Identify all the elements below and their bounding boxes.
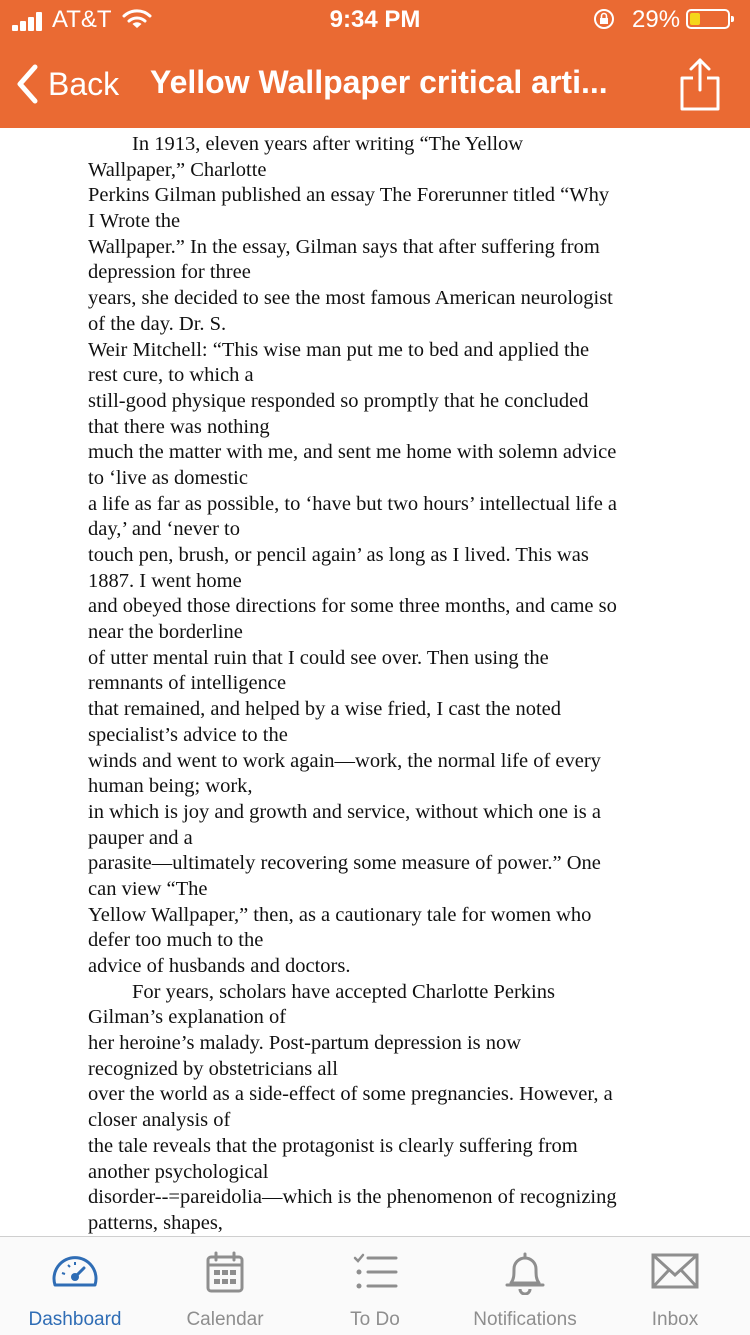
bell-icon	[504, 1251, 546, 1295]
dashboard-gauge-icon	[50, 1251, 100, 1291]
orientation-lock-icon	[593, 8, 615, 30]
article-line: remnants of intelligence	[88, 672, 287, 695]
article-line: much the matter with me, and sent me home with solemn advice	[88, 441, 617, 464]
tab-inbox-label: Inbox	[651, 1309, 699, 1330]
tab-bar	[0, 1236, 750, 1335]
clock: 9:34 PM	[329, 6, 421, 33]
article-text	[88, 132, 668, 1236]
status-bar	[0, 0, 750, 40]
envelope-icon	[650, 1251, 700, 1291]
tab-inbox[interactable]	[600, 1237, 750, 1335]
article-line: and obeyed those directions for some three months, and came so	[88, 595, 617, 618]
article-line: years, she decided to see the most famous American neurologist	[88, 287, 613, 310]
article-line: depression for three	[88, 261, 251, 284]
article-line: disorder--=pareidolia—which is the phenomenon of recognizing	[88, 1186, 617, 1209]
article-line: Wallpaper.” In the essay, Gilman says that after suffering from	[88, 235, 600, 258]
share-icon[interactable]	[678, 56, 722, 112]
back-label: Back	[48, 65, 120, 102]
article-line: parasite—ultimately recovering some measure of power.” One	[88, 852, 601, 875]
article-line: another psychological	[88, 1160, 269, 1183]
article-line: 1887. I went home	[88, 569, 242, 592]
article-line: advice of husbands and doctors.	[88, 955, 351, 977]
carrier-name: AT&T	[52, 6, 112, 33]
battery-icon	[686, 9, 730, 29]
article-line: the tale reveals that the protagonist is clearly suffering from	[88, 1134, 578, 1157]
tab-dashboard[interactable]	[0, 1237, 150, 1335]
tab-calendar-label: Calendar	[186, 1309, 264, 1330]
article-line: can view “The	[88, 877, 208, 900]
article-line: touch pen, brush, or pencil again’ as long as I lived. This was	[88, 544, 589, 566]
article-line: specialist’s advice to the	[88, 723, 288, 746]
article-line: recognized by obstetricians all	[88, 1057, 338, 1080]
top-bar	[0, 0, 750, 128]
page-title: Yellow Wallpaper critical arti...	[150, 64, 608, 100]
tab-notifications-label: Notifications	[473, 1309, 577, 1330]
article-line: closer analysis of	[88, 1109, 231, 1132]
article-line: of utter mental ruin that I could see over. Then using the	[88, 646, 549, 669]
battery-percentage: 29%	[632, 6, 681, 33]
article-line: a life as far as possible, to ‘have but two hours’ intellectual life a	[88, 492, 618, 515]
navigation-bar	[0, 52, 750, 116]
article-line: Yellow Wallpaper,” then, as a cautionary tale for women who	[88, 903, 592, 926]
article-line: human being; work,	[88, 775, 253, 798]
article-line: I Wrote the	[88, 210, 181, 233]
calendar-icon	[205, 1251, 245, 1295]
article-line: to ‘live as domestic	[88, 466, 248, 489]
article-line: Gilman’s explanation of	[88, 1006, 287, 1029]
article-line: near the borderline	[88, 621, 243, 644]
tab-todo[interactable]	[300, 1237, 450, 1335]
article-line: her heroine’s malady. Post-partum depression is now	[88, 1032, 522, 1055]
article-line: Weir Mitchell: “This wise man put me to bed and applied the	[88, 338, 590, 361]
article-line: that remained, and helped by a wise fried, I cast the noted	[88, 698, 562, 721]
article-line: pauper and a	[88, 826, 193, 849]
tab-todo-label: To Do	[350, 1309, 400, 1330]
article-line: day,’ and ‘never to	[88, 518, 240, 541]
article-line: In 1913, eleven years after writing “The Yellow	[132, 133, 524, 155]
article-line: Perkins Gilman published an essay The Forerunner titled “Why	[88, 184, 610, 207]
article-line: still-good physique responded so promptly that he concluded	[88, 389, 589, 412]
article-line: in which is joy and growth and service, without which one is a	[88, 800, 601, 823]
tab-notifications[interactable]	[450, 1237, 600, 1335]
article-line: For years, scholars have accepted Charlotte Perkins	[132, 980, 555, 1003]
tab-calendar[interactable]	[150, 1237, 300, 1335]
article-line: winds and went to work again—work, the normal life of every	[88, 749, 601, 772]
article-line: Wallpaper,” Charlotte	[88, 158, 267, 181]
back-button[interactable]	[16, 62, 119, 106]
article-line: over the world as a side-effect of some pregnancies. However, a	[88, 1083, 613, 1106]
article-line: of the day. Dr. S.	[88, 312, 227, 335]
article-line: rest cure, to which a	[88, 364, 254, 387]
todo-list-icon	[352, 1251, 398, 1293]
article-line: that there was nothing	[88, 415, 270, 438]
article-line: defer too much to the	[88, 929, 264, 952]
chevron-left-icon	[16, 64, 38, 104]
article-line: patterns, shapes,	[88, 1211, 223, 1234]
tab-dashboard-label: Dashboard	[28, 1309, 122, 1330]
